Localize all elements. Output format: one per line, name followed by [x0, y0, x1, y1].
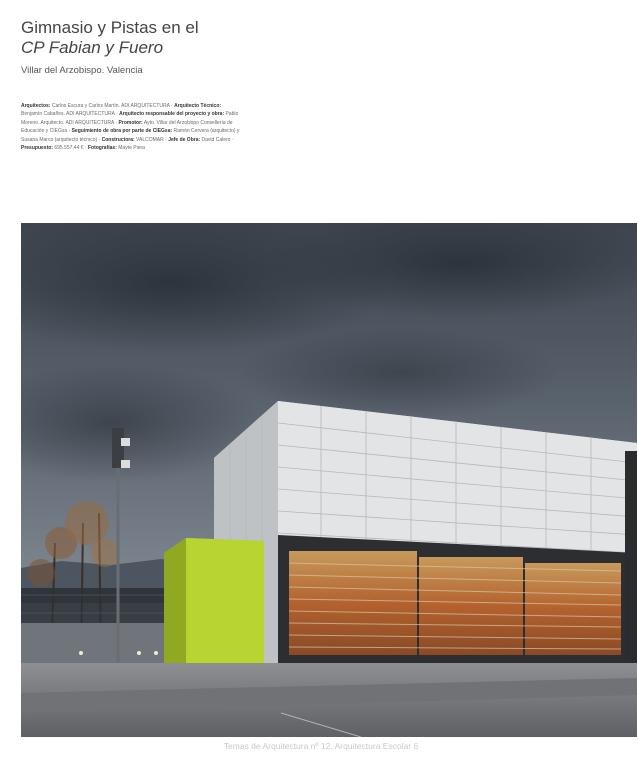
credit-label: Fotografías: [87, 145, 117, 152]
credit-label: Constructora: [101, 136, 135, 143]
credit-value: Pablo Moreno. Arquitecto. ADI ARQUITECTURA · [21, 111, 239, 126]
location: Villar del Arzobispo. Valencia [21, 65, 143, 76]
building-photo [21, 223, 637, 737]
page-title: Gimnasio y Pistas en el [21, 18, 199, 37]
credit-label: Promotor: [118, 119, 143, 126]
credit-value: Mayte Piera [116, 145, 145, 152]
credit-value: 695.557,44 € · [52, 145, 88, 152]
credit-label: Arquitecto responsable del proyecto y obra: [119, 111, 225, 118]
credit-value: VALCOMAR · [134, 136, 169, 143]
credit-value: Benjamín Cabañes. ADI ARQUITECTURA · [21, 111, 120, 118]
credit-label: Arquitecto Técnico: [174, 103, 222, 109]
credit-label: Arquitectos: [21, 103, 51, 109]
footer-text: Temas de Arquitectura nº 12. Arquitectura Escolar 6 [223, 741, 419, 751]
credit-label: Presupuesto: [21, 145, 53, 152]
credits-block [21, 102, 243, 152]
page-subtitle: CP Fabian y Fuero [21, 38, 164, 57]
credit-value: Ayto. Villar del Arzobispo Consellería de Educación y CIEGsa · [21, 119, 233, 135]
credit-label: Jefe de Obra: [168, 136, 201, 143]
credit-value: Ramón Cervera (arquitecto) y Susana Marco (arquitecto técnico) · [21, 128, 240, 143]
credit-value: David Calero · [200, 136, 234, 143]
credit-value: Carlos Escura y Carlos Martín. ADI ARQUITECTURA · [50, 103, 175, 109]
credit-label: Seguimiento de obra por parte de CIEGsa: [71, 128, 173, 135]
